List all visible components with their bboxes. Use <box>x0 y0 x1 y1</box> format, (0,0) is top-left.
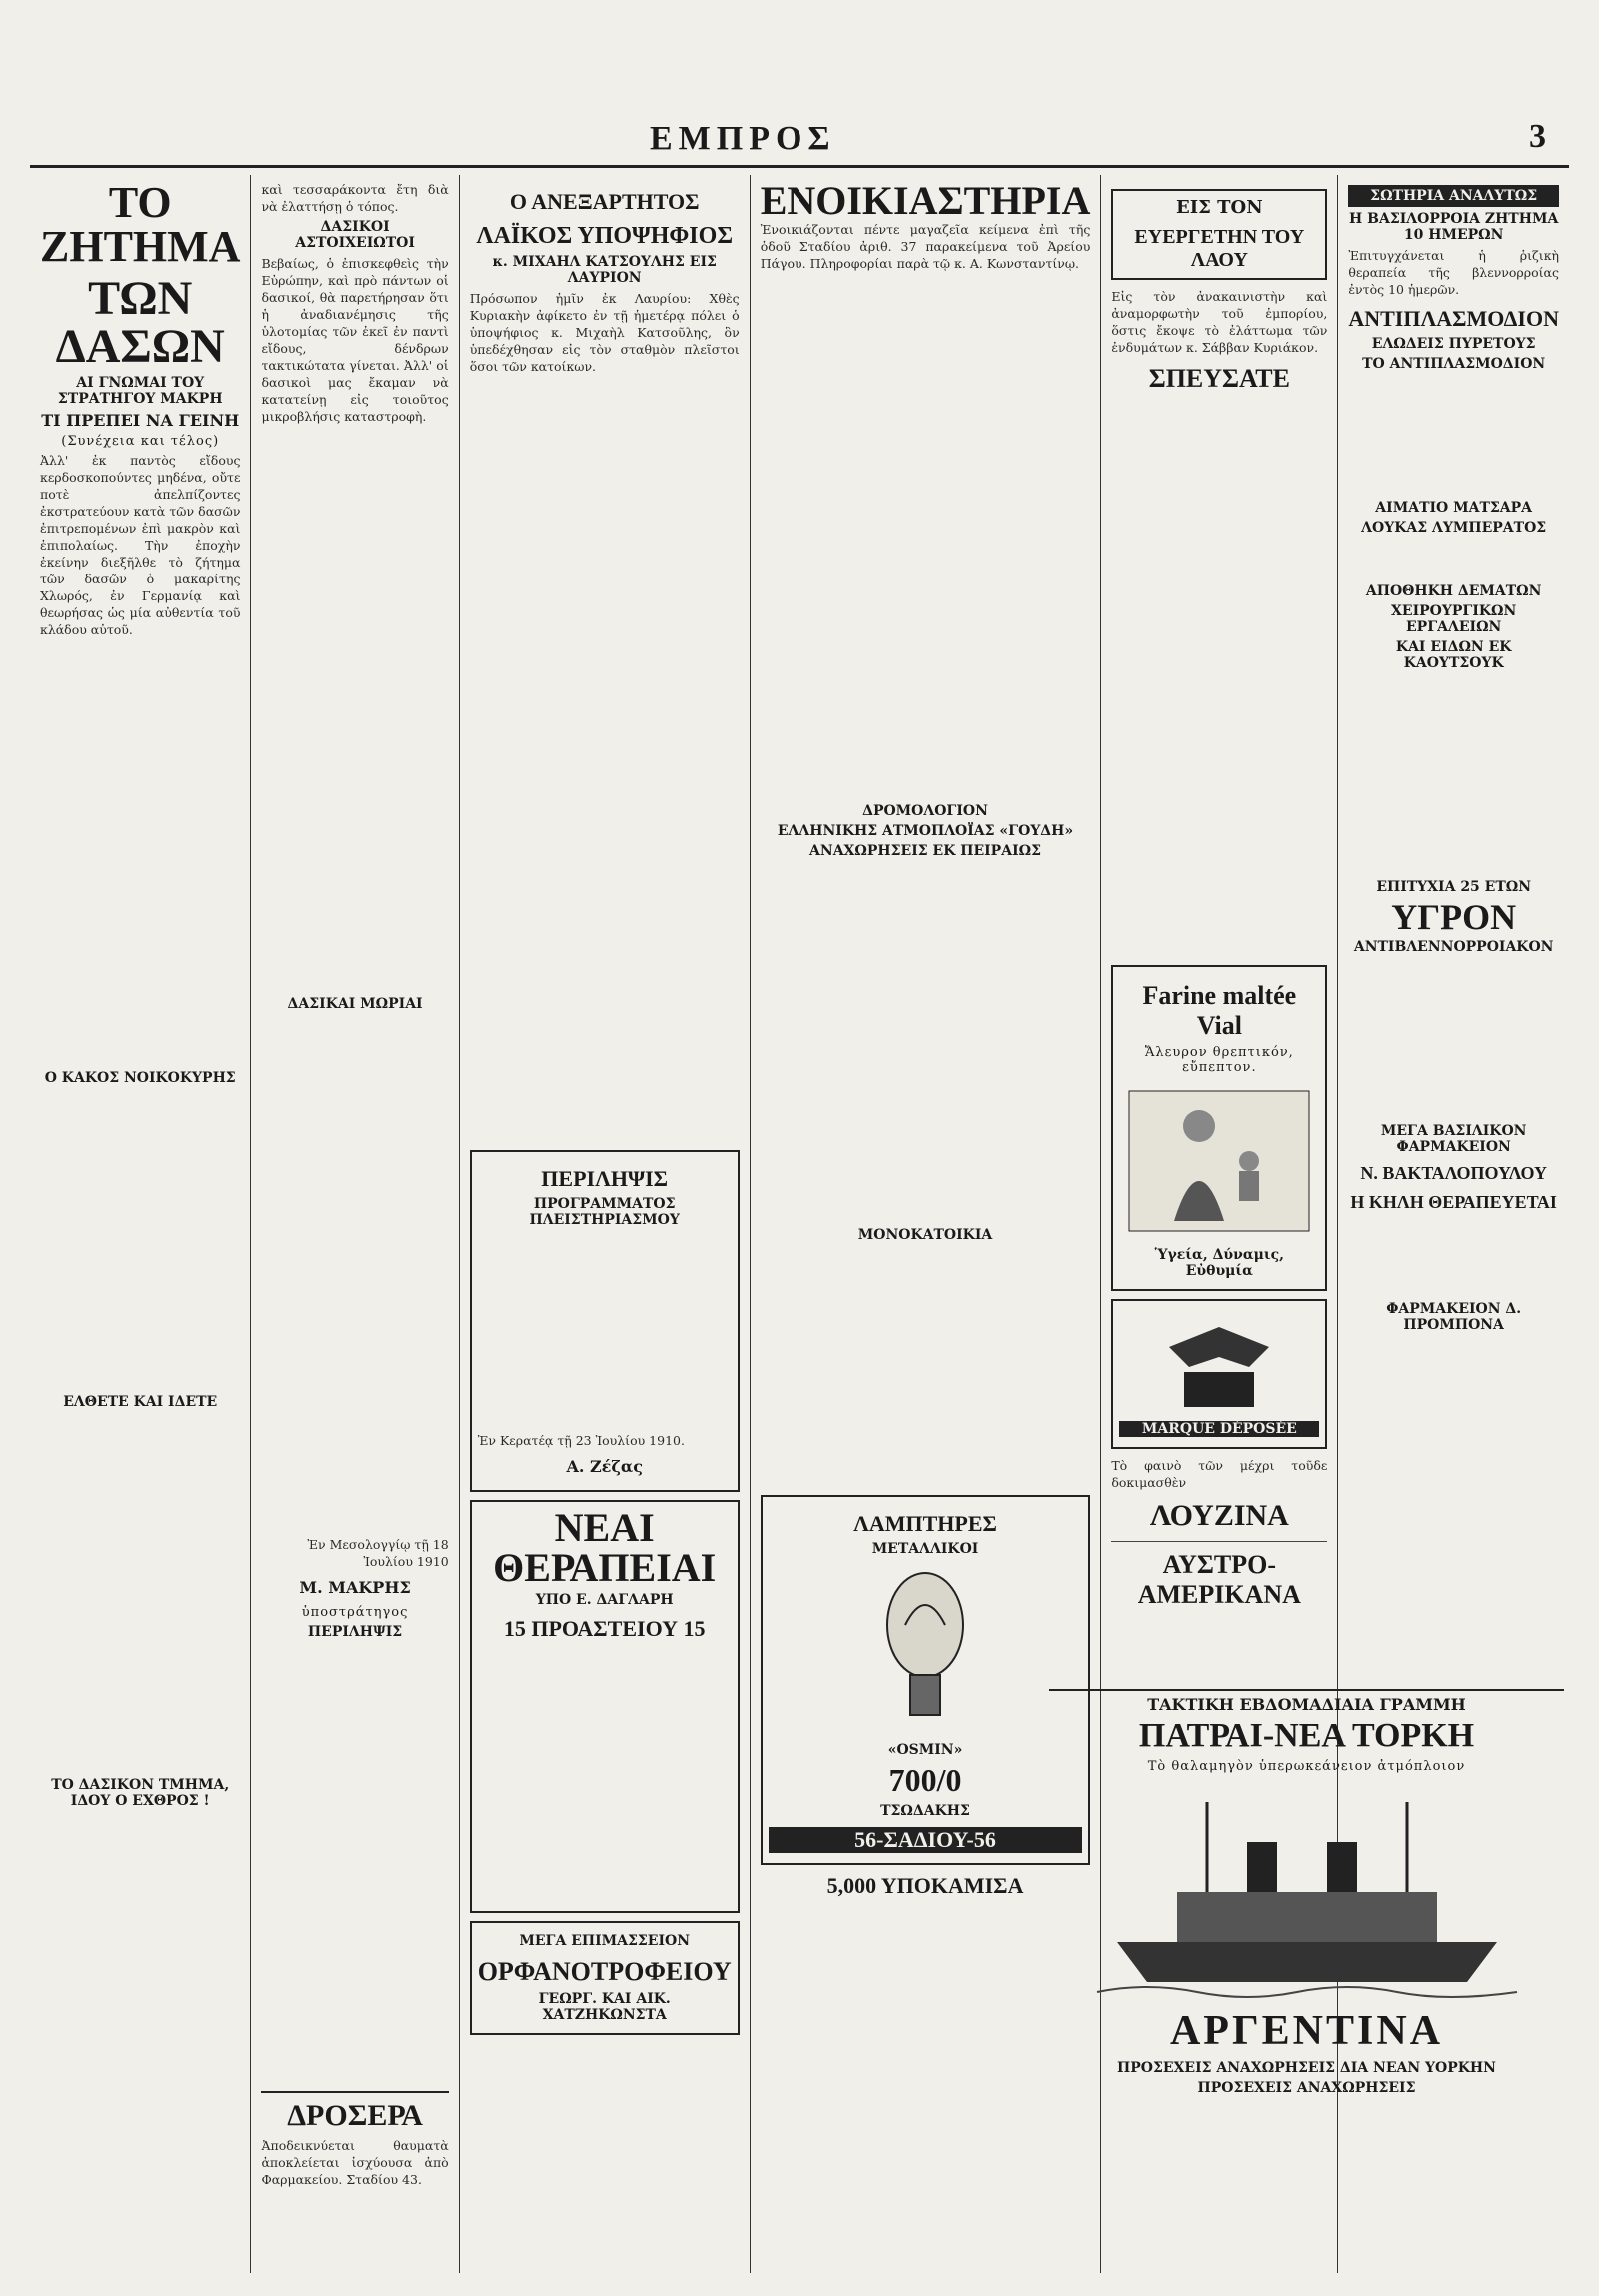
lamp-name: ΤΣΩΔΑΚΗΣ <box>880 1803 970 1819</box>
therapy-address: 15 ΠΡΟΑΣΤΕΙΟΥ 15 <box>503 1616 706 1641</box>
headline-2: ΛΑΪΚΟΣ ΥΠΟΨΗΦΙΟΣ <box>476 223 734 249</box>
headline-1: ΣΩΤΗΡΙΑ ΑΝΑΛΥΤΩΣ <box>1348 185 1559 207</box>
continuation: (Συνέχεια και τέλος) <box>61 434 220 449</box>
farine-title: Farine maltée Vial <box>1142 981 1297 1040</box>
marque-label: MARQUE DÉPOSÉE <box>1119 1421 1319 1437</box>
section-head-4: ΜΟΝΟΚΑΤΟΙΚΙΑ <box>857 1227 993 1243</box>
eagle-emblem-icon <box>1149 1307 1289 1417</box>
masthead <box>0 0 1599 157</box>
auction-notice <box>470 1150 740 1492</box>
paragraph: Πρόσωπον ἡμῖν ἐκ Λαυρίου: Χθὲς Κυριακὴν ἀφίκετο ἐν τῇ ἡμετέρᾳ πόλει ὁ ὑποψήφιος κ. Μιχαὴλ Κατσοῦλης, ὃν ὑπεδέχθησαν εἰς τὸν σταθμὸν πλεῖστοι ὅσοι τῶν κατοίκων. <box>469 291 740 374</box>
body-text <box>40 452 240 1066</box>
hurry-head: ΣΠΕΥΣΑΤΕ <box>1148 364 1290 393</box>
louzina-name: ΛΟΥΖΙΝΑ <box>1149 1499 1289 1532</box>
newspaper-title: ΕΜΠΡΟΣ <box>650 120 836 157</box>
therapy-title: ΝΕΑΙ ΘΕΡΑΠΕΙΑΙ <box>493 1505 717 1590</box>
louzina-text: Τὸ φαινὸ τῶν μέχρι τοῦδε δοκιμασθὲν <box>1111 1458 1328 1490</box>
headline-1: Ο ΑΝΕΞΑΡΤΗΤΟΣ <box>509 189 700 214</box>
surgical-head: ΧΕΙΡΟΥΡΓΙΚΩΝ ΕΡΓΑΛΕΙΩΝ <box>1391 603 1517 635</box>
section-head-3: ΑΝΑΧΩΡΗΣΕΙΣ ΕΚ ΠΕΙΡΑΙΩΣ <box>809 843 1041 859</box>
lamp-brand: «OSMIN» <box>887 1742 963 1758</box>
date-line: Ἐν Μεσολογγίῳ τῇ 18 Ἰουλίου 1910 <box>307 1537 449 1569</box>
farine-subtitle: Ἄλευρον θρεπτικόν, εὔπεπτον. <box>1144 1045 1294 1075</box>
matsara-head: ΑΙΜΑΤΙΟ ΜΑΤΣΑΡΑ <box>1375 500 1533 516</box>
top-line: καὶ τεσσαράκοντα ἔτη διὰ νὰ ἐλαττήσῃ ὁ τόπος. <box>261 182 449 214</box>
therapy-ad <box>470 1500 740 1913</box>
farine-ad <box>1111 965 1327 1291</box>
antiblennorrhea-head: ΑΝΤΙΒΛΕΝΝΟΡΡΟΙΑΚΟΝ <box>1353 939 1554 955</box>
paragraph: Εἰς τὸν ἀνακαινιστὴν καὶ ἀναμορφωτὴν τοῦ ἐμπορίου, ὅστις ἔκοψε τὸ ἐλάττωμα τῶν ἐνδυμάτων κ. Σάββαν Κυριάκον. <box>1111 289 1328 355</box>
orphanage-ad <box>470 1921 740 2035</box>
shirts-ad: 5,000 ΥΠΟΚΑΜΙΣΑ <box>826 1873 1024 1898</box>
prompona-head: ΦΑΡΜΑΚΕΙΟΝ Δ. ΠΡΟΜΠΟΝΑ <box>1386 1301 1522 1333</box>
austro-subtitle: ΤΑΚΤΙΚΗ ΕΒΔΟΜΑΔΙΑΙΑ ΓΡΑΜΜΗ <box>1147 1695 1466 1714</box>
auction-title: ΠΕΡΙΛΗΨΙΣ <box>541 1166 669 1191</box>
auction-date: Ἐν Κερατέᾳ τῇ 23 Ἰουλίου 1910. <box>477 1433 685 1448</box>
auction-subtitle: ΠΡΟΓΡΑΜΜΑΤΟΣ ΠΛΕΙΣΤΗΡΙΑΣΜΟΥ <box>529 1196 680 1228</box>
lightbulb-icon <box>875 1565 975 1734</box>
austro-american-ad <box>1049 1689 1564 2290</box>
lamp-subtitle: ΜΕΤΑΛΛΙΚΟΙ <box>871 1541 979 1557</box>
headline-1: ΕΙΣ ΤΟΝ <box>1176 197 1263 218</box>
paragraph: Ἐνοικιάζονται πέντε μαγαζεῖα κείμενα ἐπὶ τῆς ὁδοῦ Σταδίου ἀριθ. 37 παρακείμενα τοῦ Ἀρείου Πάγου. Πληροφορίαι παρὰ τῷ κ. Α. Κωνσταντίνῳ. <box>760 222 1091 271</box>
benefactor-box <box>1111 189 1327 280</box>
text-block-filler <box>40 646 240 1066</box>
farine-slogan: Ὑγεία, Δύναμις, Εὐθυμία <box>1154 1247 1285 1279</box>
drosera-text: Ἀποδεικνύεται θαυματὰ ἀποκλείεται ἰσχύουσα ἀπὸ Φαρμακείου. Σταδίου 43. <box>261 2138 449 2187</box>
section-head-1: ΔΑΣΙΚΟΙ ΑΣΤΟΙΧΕΙΩΤΟΙ <box>295 219 415 251</box>
orphanage-head: ΜΕΓΑ ΕΠΙΜΑΣΣΕΙΟΝ <box>519 1933 691 1949</box>
argentina-ship-name: ΑΡΓΕΝΤΙΝΑ <box>1169 2008 1444 2054</box>
headline-3: κ. ΜΙΧΑΗΛ ΚΑΤΣΟΥΛΗΣ ΕΙΣ ΛΑΥΡΙΟΝ <box>492 254 717 286</box>
headline-1: ΤΟ ΖΗΤΗΜΑ <box>40 178 241 271</box>
rubber-head: ΚΑΙ ΕΙΔΩΝ ΕΚ ΚΑΟΥΤΣΟΥΚ <box>1395 639 1512 671</box>
column-1 <box>30 175 251 2273</box>
section-head-1: Ο ΚΑΚΟΣ ΝΟΙΚΟΚΥΡΗΣ <box>44 1070 236 1086</box>
section-head-2: ΕΛΘΕΤΕ ΚΑΙ ΙΔΕΤΕ <box>63 1394 218 1410</box>
signature-title: ὑποστράτηγος <box>301 1605 409 1620</box>
header-rule <box>30 165 1569 168</box>
therapy-doctor: ΥΠΟ Ε. ΔΑΓΛΑΡΗ <box>535 1592 674 1608</box>
page-number: 3 <box>1529 118 1546 155</box>
lamp-address: 56-ΣΑΔΙΟΥ-56 <box>769 1827 1083 1853</box>
antiplasmodion-1: ΑΝΤΙΠΛΑΣΜΟΔΙΟΝ <box>1348 306 1559 331</box>
lymperatos-head: ΛΟΥΚΑΣ ΛΥΜΠΕΡΑΤΟΣ <box>1361 520 1547 536</box>
section-head-2: ΔΑΣΙΚΑΙ ΜΩΡΙΑΙ <box>287 996 423 1012</box>
section-head-2: ΕΛΛΗΝΙΚΗΣ ΑΤΜΟΠΛΟΪΑΣ «ΓΟΥΔΗ» <box>777 823 1074 839</box>
vaktalopoulou-head: Ν. ΒΑΚΤΑΛΟΠΟΥΛΟΥ <box>1360 1163 1547 1183</box>
ygron-head: ΥΓΡΟΝ <box>1391 897 1517 937</box>
departures-ny: ΠΡΟΣΕΧΕΙΣ ΑΝΑΧΩΡΗΣΕΙΣ ΔΙΑ ΝΕΑΝ ΥΟΡΚΗΝ <box>1117 2060 1496 2076</box>
austro-route: ΠΑΤΡΑΙ-ΝΕΑ ΤΟΡΚΗ <box>1138 1718 1475 1754</box>
headline-rentals: ΕΝΟΙΚΙΑΣΤΗΡΙΑ <box>760 178 1091 223</box>
fevers-head: ΕΛΩΔΕΙΣ ΠΥΡΕΤΟΥΣ <box>1371 336 1536 352</box>
drosera-ad: ΔΡΟΣΕΡΑ <box>261 2091 448 2133</box>
auction-signature: Α. Ζέζας <box>566 1457 643 1476</box>
subhead-1: ΑΙ ΓΝΩΜΑΙ ΤΟΥ ΣΤΡΑΤΗΓΟΥ ΜΑΚΡΗ <box>57 375 223 407</box>
headline-2: Η ΒΑΣΙΛΟΡΡΟΙΑ ΖΗΤΗΜΑ 10 ΗΜΕΡΩΝ <box>1349 211 1559 243</box>
signature: Μ. ΜΑΚΡΗΣ <box>299 1578 411 1597</box>
lamp-ad <box>761 1495 1091 1865</box>
headline-2: ΕΥΕΡΓΕΤΗΝ ΤΟΥ ΛΑΟΥ <box>1134 226 1305 271</box>
section-head-3: ΤΟ ΔΑΣΙΚΟΝ ΤΜΗΜΑ, ΙΔΟΥ Ο ΕΧΘΡΟΣ ! <box>51 1777 230 1809</box>
column-3 <box>460 175 751 2273</box>
hernia-head: Η ΚΗΛΗ ΘΕΡΑΠΕΥΕΤΑΙ <box>1350 1192 1557 1212</box>
warehouse-head: ΑΠΟΘΗΚΗ ΔΕΜΑΤΩΝ <box>1365 583 1542 599</box>
section-head-3: ΠΕΡΙΛΗΨΙΣ <box>307 1624 403 1640</box>
success-head: ΕΠΙΤΥΧΙΑ 25 ΕΤΩΝ <box>1376 879 1532 895</box>
pharmacy-head: ΜΕΓΑ ΒΑΣΙΛΙΚΟΝ ΦΑΡΜΑΚΕΙΟΝ <box>1380 1123 1527 1155</box>
lamp-price: 700/0 <box>888 1762 962 1798</box>
orphanage-names: ΓΕΩΡΓ. ΚΑΙ ΑΙΚ. ΧΑΤΖΗΚΩΝΣΤΑ <box>538 1991 671 2023</box>
subhead-2: ΤΙ ΠΡΕΠΕΙ ΝΑ ΓΕΙΝΗ <box>41 411 240 430</box>
marque-ad <box>1111 1299 1327 1449</box>
orphanage-title: ΟΡΦΑΝΟΤΡΟΦΕΙΟΥ <box>477 1957 732 1986</box>
austro-ship-desc: Τὸ θαλαμηγὸν ὑπερωκεάνειον ἀτμόπλοιον <box>1147 1759 1466 1774</box>
column-2 <box>251 175 459 2273</box>
headline-2: ΤΩΝ ΔΑΣΩΝ <box>55 272 225 373</box>
austro-title: ΑΥΣΤΡΟ-ΑΜΕΡΙΚΑΝΑ <box>1137 1550 1301 1609</box>
paragraph: Ἐπιτυγχάνεται ἡ ῥιζικὴ θεραπεία τῆς βλεννορροίας ἐντὸς 10 ἡμερῶν. <box>1348 248 1559 297</box>
departures: ΠΡΟΣΕΧΕΙΣ ΑΝΑΧΩΡΗΣΕΙΣ <box>1197 2080 1416 2096</box>
steamship-icon <box>1097 1782 1517 2002</box>
paragraph: Βεβαίως, ὁ ἐπισκεφθεὶς τὴν Εὐρώπην, καὶ πρὸ πάντων οἱ δασικοί, θὰ παρετήρησαν ὅτι ἡ ἀναδιανέμησις τῆς ὑλοτομίας τῶν ἐκεῖ ἐν παντὶ εἴδους, δένδρων τακτικώτατα γίνεται. Ἀλλ' οἱ δασικοὶ μας ἔκαμαν νὰ κατατείνῃ εἰς τοιοῦτος μικροβλήσις καταστροφὴ. <box>261 256 449 424</box>
paragraph: Ἀλλ' ἐκ παντὸς εἴδους κερδοσκοπούντες μηδένα, οὔτε ποτὲ ἀπελπίζοντες ἐκστρατεύουν κατὰ τῶν δασῶν ἐπιτρεπομένων ἐπὶ μακρὸν καὶ ἐπιπολαίως. Τὴν ἐποχὴν ἐκείνην διεξῆλθε τὸ ζήτημα τῶν δασῶν ὁ μακαρίτης Χλωρός, ἐν Γερμανίᾳ καὶ θεωρήσας ὡς μία αὐθεντία τοῦ κλάδου αὐτοῦ. <box>40 453 241 637</box>
antiplasmodion-2: ΤΟ ΑΝΤΙΠΛΑΣΜΟΔΙΟΝ <box>1362 356 1546 372</box>
mother-child-illustration-icon <box>1119 1081 1319 1241</box>
section-head-1: ΔΡΟΜΟΛΟΓΙΟΝ <box>862 803 988 819</box>
lamp-title: ΛΑΜΠΤΗΡΕΣ <box>853 1511 997 1536</box>
